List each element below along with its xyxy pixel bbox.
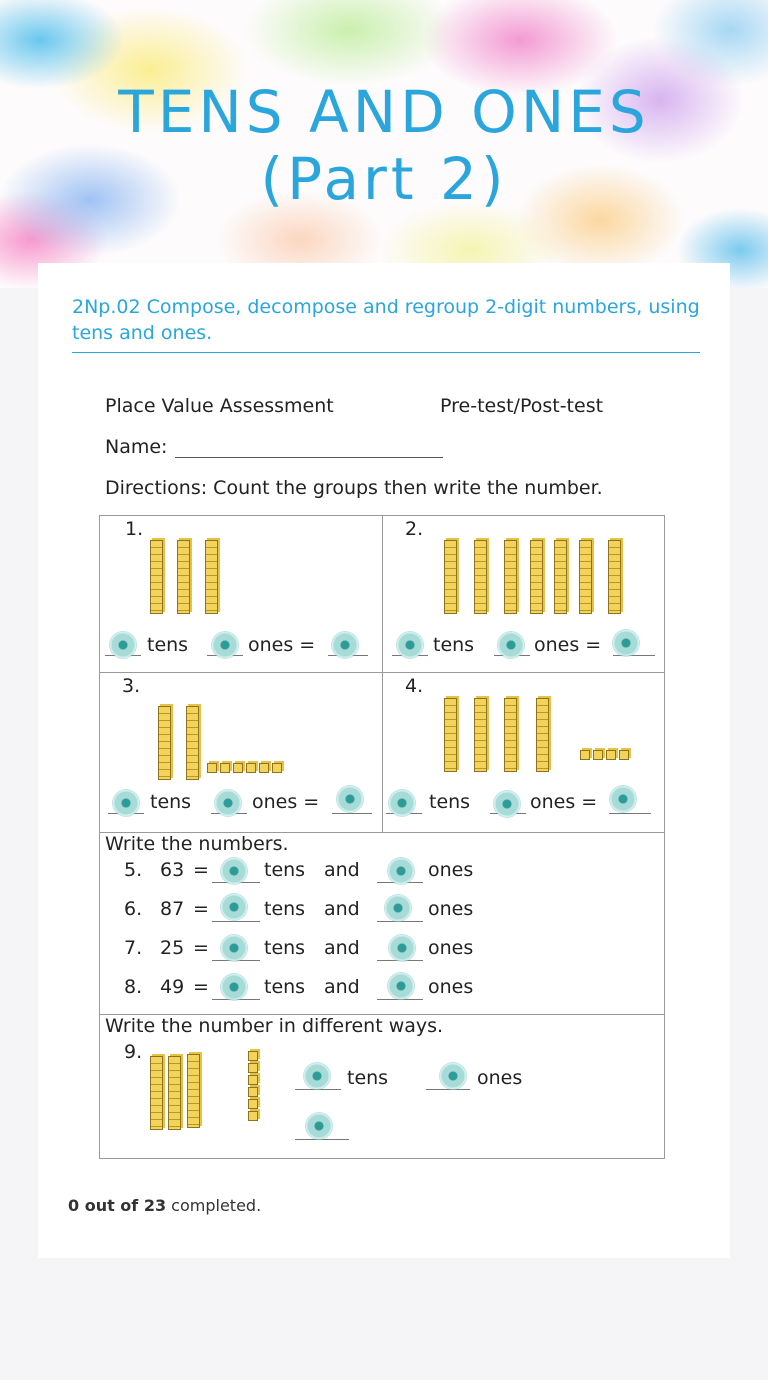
q1-tens-answer-dot[interactable]: [110, 632, 136, 658]
q2-ones-answer-dot[interactable]: [498, 632, 524, 658]
ones-equals-label: ones =: [534, 634, 602, 656]
one-cube: [248, 1099, 258, 1109]
ones-equals-label: ones =: [248, 634, 316, 656]
q5-number: 63: [160, 859, 185, 881]
q6-number: 87: [160, 898, 185, 920]
one-cube: [259, 763, 269, 773]
answer-line: [609, 813, 651, 814]
q9-ones-answer-dot[interactable]: [440, 1063, 466, 1089]
one-cube: [606, 750, 616, 760]
one-cube: [580, 750, 590, 760]
answer-line: [377, 999, 423, 1000]
ten-rod: [530, 540, 543, 614]
equals-sign: =: [193, 898, 209, 920]
answer-line: [212, 921, 260, 922]
q2-number-answer-dot[interactable]: [613, 630, 639, 656]
ten-rod: [579, 540, 592, 614]
directions-text: Directions: Count the groups then write the number.: [105, 477, 603, 499]
tens-label: tens: [429, 791, 471, 813]
q3-ones-answer-dot[interactable]: [215, 790, 241, 816]
name-row: [105, 436, 443, 458]
ten-rod: [554, 540, 567, 614]
q7-ones-answer-dot[interactable]: [389, 935, 415, 961]
one-cube: [272, 763, 282, 773]
q2-number: 2.: [405, 518, 424, 540]
answer-line: [613, 655, 655, 656]
answer-line: [295, 1139, 349, 1140]
equals-sign: =: [193, 859, 209, 881]
ten-rod: [444, 698, 457, 772]
q9-tens-answer-dot[interactable]: [304, 1063, 330, 1089]
assessment-label: Place Value Assessment: [105, 395, 334, 417]
one-cube: [619, 750, 629, 760]
ten-rod: [608, 540, 621, 614]
q4-ones-answer-dot[interactable]: [494, 791, 520, 817]
one-cube: [246, 763, 256, 773]
progress-suffix: completed.: [166, 1196, 262, 1215]
ten-rod: [187, 1054, 200, 1128]
ten-rod: [536, 698, 549, 772]
ten-rod: [504, 540, 517, 614]
ones-label: ones: [428, 937, 474, 959]
ten-rod: [150, 1056, 163, 1130]
one-cube: [593, 750, 603, 760]
different-ways-heading: Write the number in different ways.: [105, 1015, 444, 1037]
one-cube: [248, 1111, 258, 1121]
ten-rod: [168, 1056, 181, 1130]
and-label: and: [324, 937, 360, 959]
q8-ones-answer-dot[interactable]: [388, 973, 414, 999]
answer-line: [377, 921, 423, 922]
name-line: [175, 440, 443, 458]
tens-label: tens: [264, 976, 306, 998]
answer-line: [295, 1089, 341, 1090]
one-cube: [248, 1087, 258, 1097]
q3-number-answer-dot[interactable]: [337, 786, 363, 812]
progress-count: 0 out of 23: [68, 1196, 167, 1215]
ten-rod: [504, 698, 517, 772]
one-cube: [207, 763, 217, 773]
q3-tens-answer-dot[interactable]: [113, 790, 139, 816]
q6-label: 6.: [124, 898, 143, 920]
name-label: Name:: [105, 436, 168, 458]
tens-label: tens: [433, 634, 475, 656]
ten-rod: [474, 540, 487, 614]
q4-tens-answer-dot[interactable]: [389, 790, 415, 816]
header-banner: [0, 0, 768, 288]
q8-tens-answer-dot[interactable]: [221, 974, 247, 1000]
ones-label: ones: [428, 859, 474, 881]
tens-label: tens: [150, 791, 192, 813]
test-type-label: Pre-test/Post-test: [440, 395, 604, 417]
answer-line: [332, 813, 372, 814]
q5-label: 5.: [124, 859, 143, 881]
tens-label: tens: [264, 898, 306, 920]
ten-rod: [150, 540, 163, 614]
tens-label: tens: [264, 937, 306, 959]
ten-rod: [158, 706, 171, 780]
ten-rod: [474, 698, 487, 772]
ones-label: ones: [477, 1067, 523, 1089]
one-cube: [248, 1063, 258, 1073]
q5-ones-answer-dot[interactable]: [388, 858, 414, 884]
standard-description: 2Np.02 Compose, decompose and regroup 2-digit numbers, using tens and ones.: [72, 294, 700, 353]
q1-ones-answer-dot[interactable]: [212, 632, 238, 658]
q6-ones-answer-dot[interactable]: [385, 895, 411, 921]
grid-divider-1: [100, 672, 664, 673]
q4-number: 4.: [405, 675, 424, 697]
one-cube: [248, 1051, 258, 1061]
and-label: and: [324, 898, 360, 920]
page-subtitle: (Part 2): [260, 145, 508, 213]
q1-number-answer-dot[interactable]: [332, 632, 358, 658]
q2-tens-answer-dot[interactable]: [397, 632, 423, 658]
and-label: and: [324, 859, 360, 881]
q7-number: 25: [160, 937, 185, 959]
q9-label: 9.: [124, 1041, 143, 1063]
ones-equals-label: ones =: [252, 791, 320, 813]
one-cube: [220, 763, 230, 773]
ones-equals-label: ones =: [530, 791, 598, 813]
q7-tens-answer-dot[interactable]: [221, 935, 247, 961]
answer-line: [426, 1089, 470, 1090]
ten-rod: [186, 706, 199, 780]
write-numbers-heading: Write the numbers.: [105, 833, 289, 855]
ten-rod: [177, 540, 190, 614]
q5-tens-answer-dot[interactable]: [221, 858, 247, 884]
q8-number: 49: [160, 976, 185, 998]
and-label: and: [324, 976, 360, 998]
q8-label: 8.: [124, 976, 143, 998]
equals-sign: =: [193, 937, 209, 959]
q3-number: 3.: [122, 675, 141, 697]
ones-label: ones: [428, 898, 474, 920]
page-title: TENS AND ONES: [118, 78, 650, 146]
tens-label: tens: [147, 634, 189, 656]
ones-label: ones: [428, 976, 474, 998]
q6-tens-answer-dot[interactable]: [221, 894, 247, 920]
q9-number-answer-dot[interactable]: [306, 1113, 332, 1139]
q1-number: 1.: [125, 518, 144, 540]
tens-label: tens: [264, 859, 306, 881]
progress-status: [68, 1196, 261, 1215]
q4-number-answer-dot[interactable]: [610, 786, 636, 812]
one-cube: [233, 763, 243, 773]
grid-divider-vertical: [382, 516, 383, 832]
equals-sign: =: [193, 976, 209, 998]
ten-rod: [444, 540, 457, 614]
one-cube: [248, 1075, 258, 1085]
ten-rod: [205, 540, 218, 614]
q7-label: 7.: [124, 937, 143, 959]
tens-label: tens: [347, 1067, 389, 1089]
